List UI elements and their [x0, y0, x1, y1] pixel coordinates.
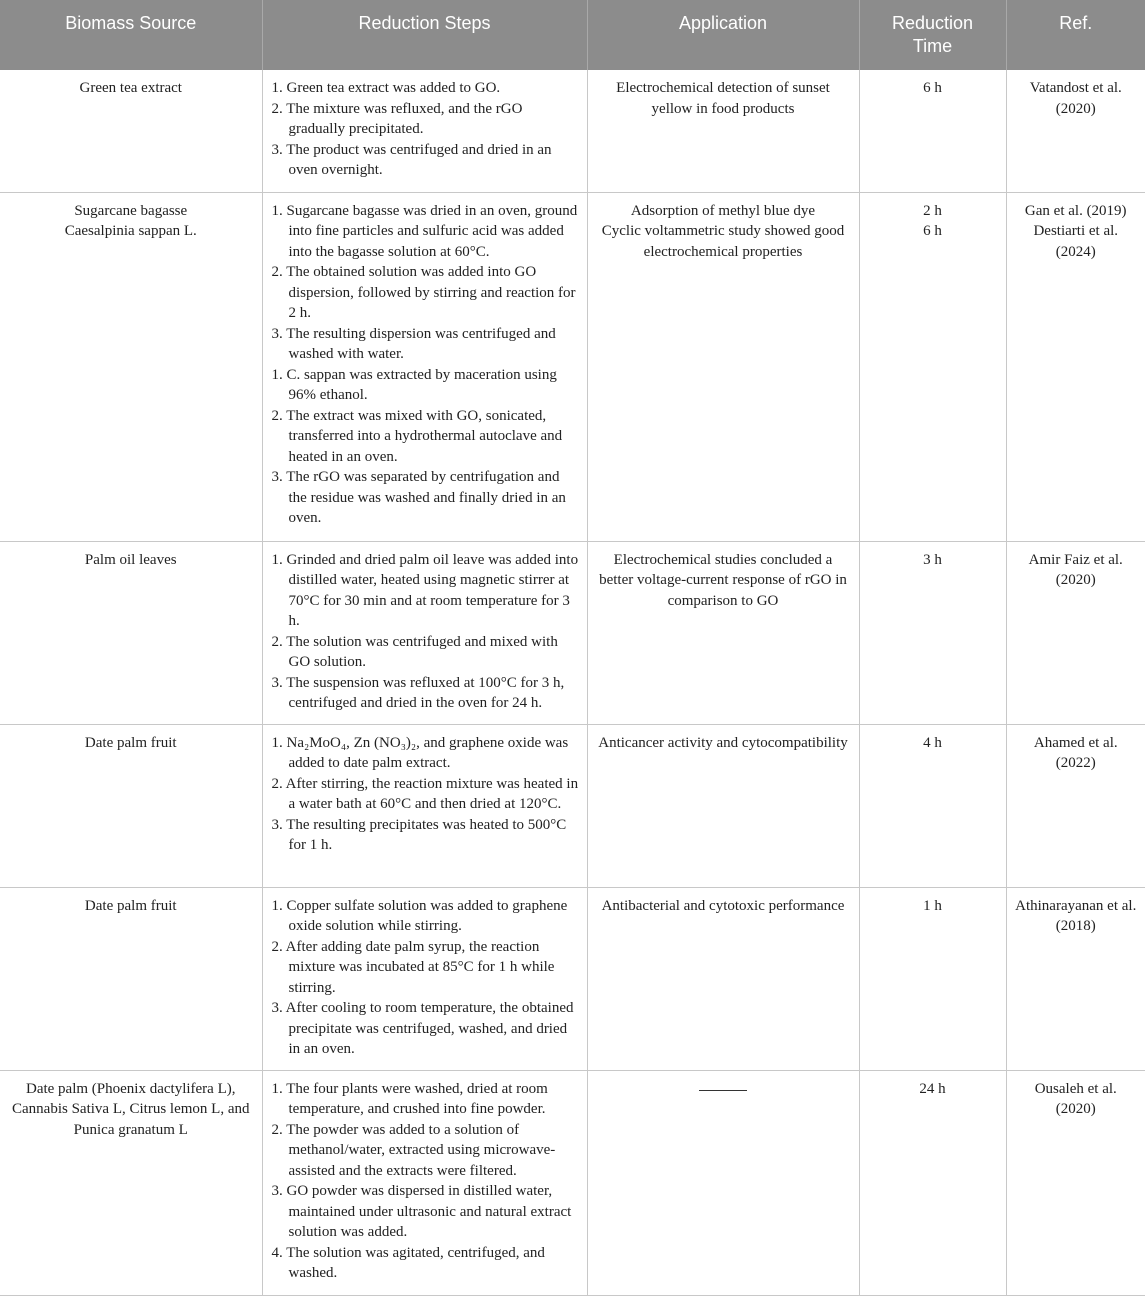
step-item: 1. C. sappan was extracted by maceration using 96% ethanol.: [271, 366, 557, 403]
biomass-source-cell: [0, 541, 262, 724]
ref-cell: [1006, 70, 1145, 192]
ref-cell: [1006, 887, 1145, 1070]
ref-cell: [1006, 541, 1145, 724]
step-item: 1. Sugarcane bagasse was dried in an oven, ground into fine particles and sulfuric acid was added into the bagasse solution at 60°C.: [271, 202, 578, 260]
reduction-time-cell-line: 2 h: [923, 202, 942, 219]
step-item: 1. Grinded and dried palm oil leave was added into distilled water, heated using magnetic stirrer at 70°C for 30 min and at room temperature for 3 h.: [271, 551, 579, 629]
reduction-time-cell-line: 3 h: [923, 551, 942, 568]
biomass-source-cell: [0, 192, 262, 541]
table-row: [0, 192, 1145, 541]
step-item: 1. The four plants were washed, dried at room temperature, and crushed into fine powder.: [271, 1080, 548, 1117]
header-application: Application: [587, 0, 859, 70]
step-item: 2. After stirring, the reaction mixture was heated in a water bath at 60°C and then dried at 120°C.: [271, 775, 579, 812]
ref-cell-line: Gan et al. (2019): [1024, 202, 1127, 219]
header-biomass-source: Biomass Source: [0, 0, 262, 70]
ref-cell-line: Athinarayanan et al. (2018): [1015, 897, 1137, 934]
table-row: [0, 541, 1145, 724]
application-cell-line: Cyclic voltammetric study showed good electrochemical properties: [601, 223, 845, 260]
step-item: 2. The obtained solution was added into GO dispersion, followed by stirring and reaction for 2 h.: [271, 264, 576, 321]
biomass-source-cell-line: Date palm (Phoenix dactylifera L), Cannabis Sativa L, Citrus lemon L, and Punica granatum L: [12, 1080, 250, 1138]
biomass-source-cell: [0, 70, 262, 192]
step-item: 3. After cooling to room temperature, the obtained precipitate was centrifuged, washed, and dried in an oven.: [271, 1000, 574, 1057]
reduction-time-cell: [859, 724, 1006, 887]
reduction-time-cell: [859, 192, 1006, 541]
ref-cell-line: Ahamed et al. (2022): [1033, 734, 1118, 771]
biomass-source-cell-line: Date palm fruit: [84, 897, 177, 914]
step-item: 2. The mixture was refluxed, and the rGO gradually precipitated.: [271, 100, 523, 137]
table-body: [0, 70, 1145, 1295]
table-row: [0, 887, 1145, 1070]
biomass-source-cell-line: Date palm fruit: [84, 734, 177, 751]
reduction-steps-cell: [262, 1070, 587, 1295]
reduction-steps-cell: [262, 70, 587, 192]
header-ref: Ref.: [1006, 0, 1145, 70]
reduction-steps-cell: [262, 541, 587, 724]
application-cell-line: Anticancer activity and cytocompatibility: [598, 734, 848, 751]
reduction-time-cell-line: 4 h: [923, 734, 942, 751]
reduction-time-cell-line: 6 h: [923, 223, 942, 239]
biomass-source-cell: [0, 887, 262, 1070]
table-row: [0, 70, 1145, 192]
application-cell-line: Electrochemical studies concluded a better voltage-current response of rGO in comparison to GO: [599, 551, 847, 609]
table-row: [0, 1070, 1145, 1295]
step-item: 1. Copper sulfate solution was added to graphene oxide solution while stirring.: [271, 897, 568, 934]
step-item: 3. The product was centrifuged and dried in an oven overnight.: [271, 141, 552, 178]
step-item: 3. The resulting dispersion was centrifuged and washed with water.: [271, 325, 556, 362]
application-cell: [587, 724, 859, 887]
reduction-time-cell: [859, 541, 1006, 724]
reduction-time-cell: [859, 70, 1006, 192]
step-item: 3. The resulting precipitates was heated to 500°C for 1 h.: [271, 816, 567, 853]
step-item: 1. Na₂MoO₄, Zn (NO₃)₂, and graphene oxide was added to date palm extract.: [271, 734, 569, 771]
step-item: 2. The powder was added to a solution of methanol/water, extracted using microwave-assisted and the extracts were filtered.: [271, 1121, 556, 1179]
step-item: 3. GO powder was dispersed in distilled water, maintained under ultrasonic and natural extract solution was added.: [271, 1183, 572, 1240]
application-cell-line: Electrochemical detection of sunset yellow in food products: [616, 80, 830, 117]
ref-cell-line: Destiarti et al. (2024): [1033, 223, 1119, 260]
biomass-source-cell: [0, 1070, 262, 1295]
application-cell-line: Antibacterial and cytotoxic performance: [601, 897, 845, 914]
step-item: 3. The rGO was separated by centrifugation and the residue was washed and finally dried in an oven.: [271, 469, 566, 526]
application-cell: [587, 887, 859, 1070]
ref-cell: [1006, 1070, 1145, 1295]
ref-cell-line: Ousaleh et al. (2020): [1034, 1080, 1117, 1117]
step-item: 2. After adding date palm syrup, the reaction mixture was incubated at 85°C for 1 h while stirring.: [271, 938, 555, 996]
biomass-source-cell-line: Caesalpinia sappan L.: [64, 223, 197, 239]
biomass-source-cell-line: Green tea extract: [79, 80, 182, 96]
table-row: [0, 724, 1145, 887]
application-cell: [587, 1070, 859, 1295]
reduction-time-cell-line: 24 h: [919, 1080, 946, 1097]
biomass-source-cell: [0, 724, 262, 887]
step-item: 2. The extract was mixed with GO, sonicated, transferred into a hydrothermal autoclave and heated in an oven.: [271, 407, 563, 465]
application-cell: [587, 541, 859, 724]
reduction-time-cell: [859, 887, 1006, 1070]
reduction-time-cell-line: 1 h: [923, 897, 942, 914]
header-reduction-steps: Reduction Steps: [262, 0, 587, 70]
empty-dash: [699, 1079, 747, 1091]
application-cell: [587, 70, 859, 192]
application-cell: [587, 192, 859, 541]
step-item: 3. The suspension was refluxed at 100°C for 3 h, centrifuged and dried in the oven for 24 h.: [271, 674, 565, 711]
reduction-steps-cell: [262, 887, 587, 1070]
step-item: 2. The solution was centrifuged and mixed with GO solution.: [271, 633, 558, 670]
ref-cell-line: Amir Faiz et al. (2020): [1028, 551, 1123, 588]
biomass-source-cell-line: Palm oil leaves: [84, 551, 177, 568]
reduction-steps-cell: [262, 192, 587, 541]
header-reduction-time: Reduction Time: [859, 0, 1006, 70]
ref-cell: [1006, 724, 1145, 887]
reduction-steps-cell: [262, 724, 587, 887]
step-item: 4. The solution was agitated, centrifuged, and washed.: [271, 1244, 545, 1281]
reduction-time-cell: [859, 1070, 1006, 1295]
reduction-time-cell-line: 6 h: [923, 80, 942, 96]
biomass-source-cell-line: Sugarcane bagasse: [74, 202, 188, 219]
step-item: 1. Green tea extract was added to GO.: [271, 80, 501, 96]
application-cell-line: Adsorption of methyl blue dye: [630, 202, 816, 219]
ref-cell-line: Vatandost et al. (2020): [1029, 80, 1122, 117]
header-row: [0, 0, 1145, 70]
ref-cell: [1006, 192, 1145, 541]
